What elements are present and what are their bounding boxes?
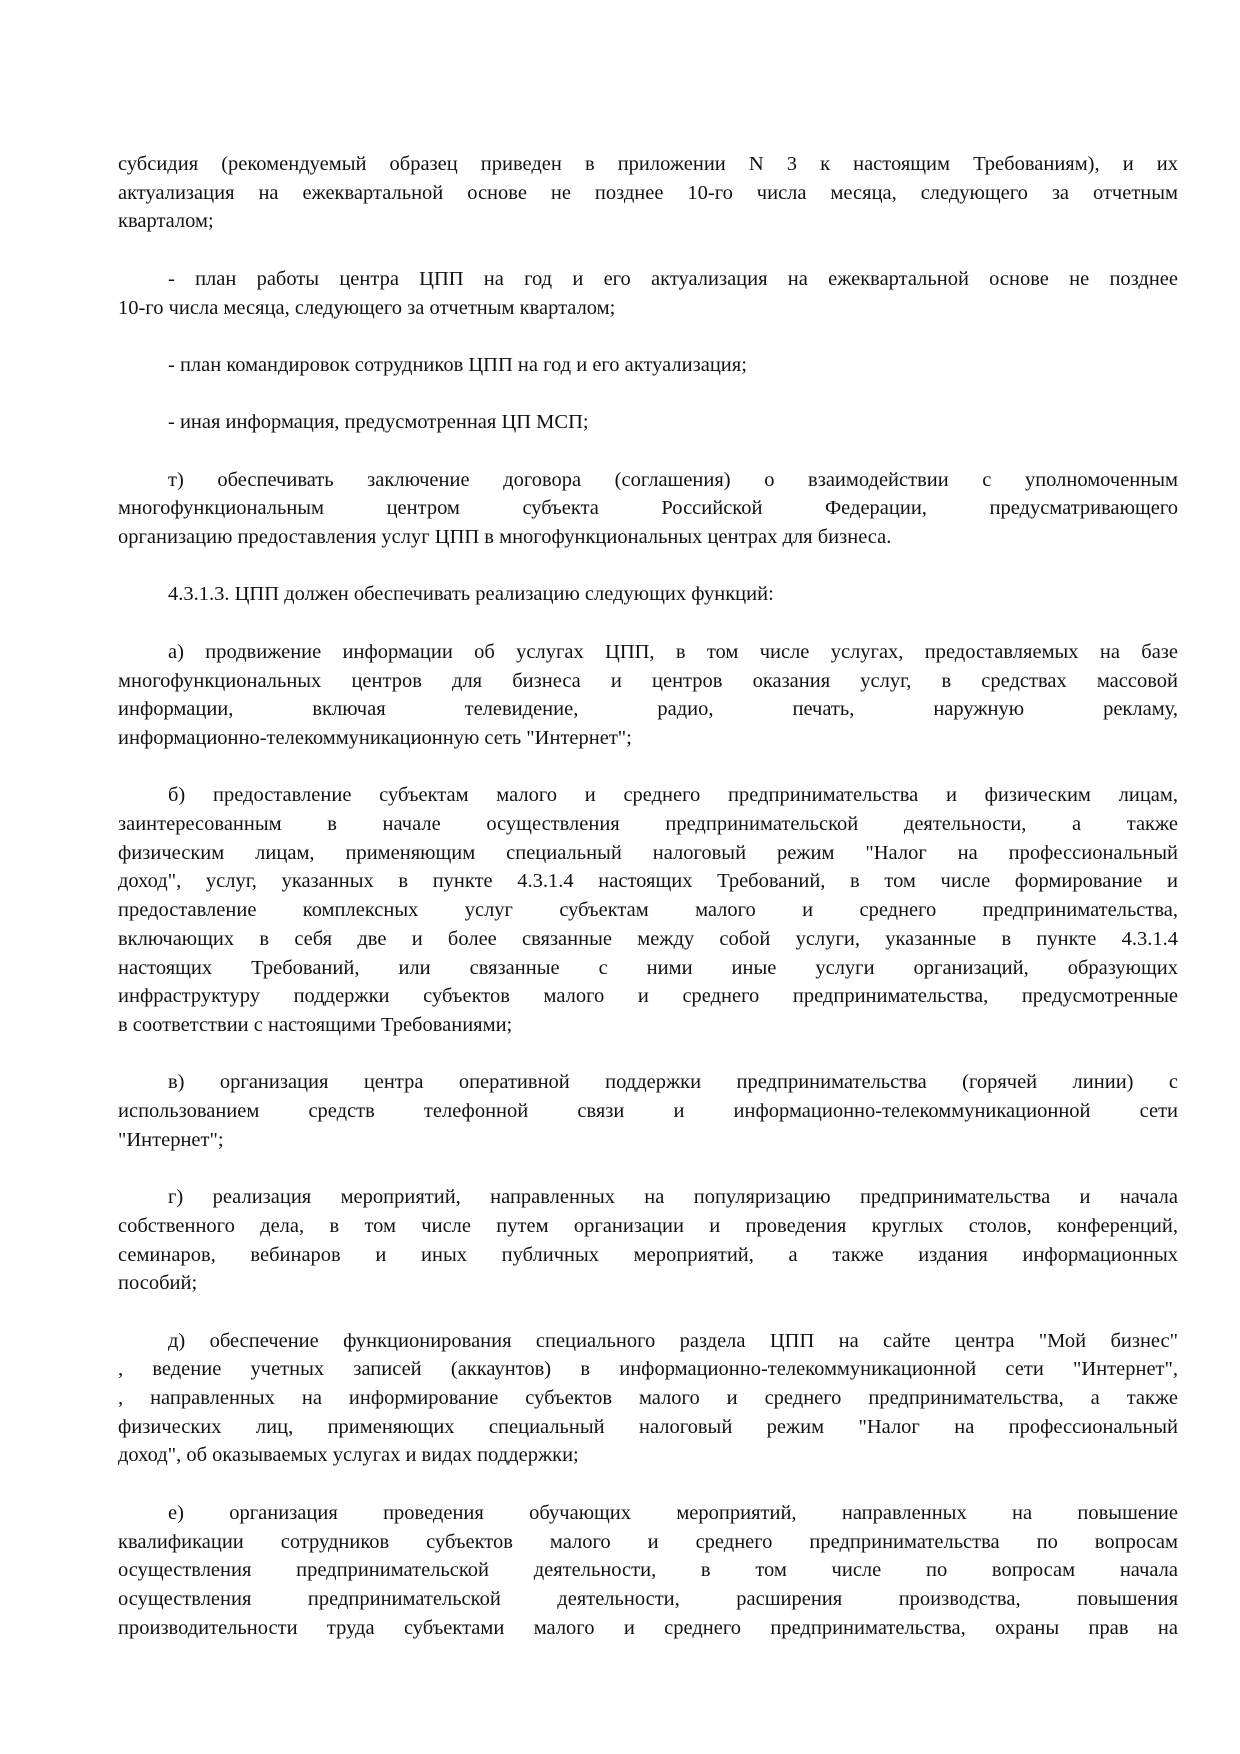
- text-line: 4.3.1.3. ЦПП должен обеспечивать реализацию следующих функций:: [168, 583, 774, 606]
- text-line: г) реализация мероприятий, направленных на популяризацию предпринимательства и начала: [168, 1186, 1178, 1209]
- text-line: осуществления предпринимательской деятельности, расширения производства, повышения: [118, 1587, 1178, 1610]
- text-line: настоящих Требований, или связанные с ними иные услуги организаций, образующих: [118, 956, 1178, 979]
- text-line: доход", услуг, указанных в пункте 4.3.1.4 настоящих Требований, в том числе формирование и: [118, 870, 1178, 893]
- text-line: - иная информация, предусмотренная ЦП МСП;: [168, 411, 589, 434]
- paragraph: [118, 351, 1178, 380]
- text-line: кварталом;: [118, 210, 214, 233]
- text-line: д) обеспечение функционирования специального раздела ЦПП на сайте центра "Мой бизнес": [168, 1329, 1178, 1352]
- text-line: б) предоставление субъектам малого и среднего предпринимательства и физическим лицам,: [168, 784, 1178, 807]
- text-line: многофункциональным центром субъекта Российской Федерации, предусматривающего: [118, 497, 1178, 520]
- paragraph: [118, 1068, 1178, 1154]
- paragraph: [118, 265, 1178, 322]
- text-line: пособий;: [118, 1272, 198, 1295]
- text-line: , ведение учетных записей (аккаунтов) в информационно-телекоммуникационной сети "Интернет",: [118, 1358, 1178, 1381]
- text-line: физических лиц, применяющих специальный налоговый режим "Налог на профессиональный: [118, 1415, 1178, 1438]
- text-line: е) организация проведения обучающих мероприятий, направленных на повышение: [168, 1501, 1178, 1524]
- text-line: заинтересованным в начале осуществления предпринимательской деятельности, а также: [118, 813, 1178, 836]
- text-line: квалификации сотрудников субъектов малого и среднего предпринимательства по вопросам: [118, 1530, 1178, 1553]
- paragraph: [118, 466, 1178, 552]
- paragraph: [118, 1183, 1178, 1298]
- text-line: - план работы центра ЦПП на год и его актуализация на ежеквартальной основе не позднее: [168, 267, 1178, 290]
- document-page: [118, 150, 1178, 1671]
- text-line: в соответствии с настоящими Требованиями;: [118, 1013, 513, 1036]
- text-line: информационно-телекоммуникационную сеть "Интернет";: [118, 726, 632, 749]
- text-line: , направленных на информирование субъектов малого и среднего предпринимательства, а также: [118, 1387, 1178, 1410]
- text-line: в) организация центра оперативной поддержки предпринимательства (горячей линии) с: [168, 1071, 1178, 1094]
- text-line: организацию предоставления услуг ЦПП в многофункциональных центрах для бизнеса.: [118, 526, 892, 549]
- paragraph: [118, 408, 1178, 437]
- text-line: 10-го числа месяца, следующего за отчетным кварталом;: [118, 296, 616, 319]
- text-line: собственного дела, в том числе путем организации и проведения круглых столов, конференций,: [118, 1214, 1178, 1237]
- paragraph: [118, 580, 1178, 609]
- text-line: предоставление комплексных услуг субъектам малого и среднего предпринимательства,: [118, 899, 1178, 922]
- text-line: доход", об оказываемых услугах и видах поддержки;: [118, 1444, 579, 1467]
- text-line: производительности труда субъектами малого и среднего предпринимательства, охраны прав на: [118, 1616, 1178, 1639]
- text-line: субсидия (рекомендуемый образец приведен в приложении N 3 к настоящим Требованиям), и их: [118, 153, 1178, 175]
- paragraph: [118, 781, 1178, 1039]
- text-line: инфраструктуру поддержки субъектов малого и среднего предпринимательства, предусмотренные: [118, 985, 1178, 1008]
- paragraph: [118, 1327, 1178, 1471]
- paragraph: [118, 150, 1178, 236]
- text-line: т) обеспечивать заключение договора (соглашения) о взаимодействии с уполномоченным: [168, 468, 1178, 491]
- text-line: - план командировок сотрудников ЦПП на год и его актуализация;: [168, 353, 747, 376]
- paragraph: [118, 638, 1178, 753]
- paragraph: [118, 1499, 1178, 1643]
- text-line: "Интернет";: [118, 1128, 224, 1151]
- text-line: физическим лицам, применяющим специальный налоговый режим "Налог на профессиональный: [118, 841, 1178, 864]
- text-line: осуществления предпринимательской деятельности, в том числе по вопросам начала: [118, 1559, 1178, 1582]
- text-line: семинаров, вебинаров и иных публичных мероприятий, а также издания информационных: [118, 1243, 1178, 1266]
- text-line: включающих в себя две и более связанные между собой услуги, указанные в пункте 4.3.1.4: [118, 927, 1178, 950]
- text-line: информации, включая телевидение, радио, печать, наружную рекламу,: [118, 698, 1178, 721]
- text-line: а) продвижение информации об услугах ЦПП, в том числе услугах, предоставляемых на базе: [168, 640, 1178, 663]
- text-line: актуализация на ежеквартальной основе не позднее 10-го числа месяца, следующего за отчетным: [118, 181, 1178, 204]
- text-line: многофункциональных центров для бизнеса и центров оказания услуг, в средствах массовой: [118, 669, 1178, 692]
- text-line: использованием средств телефонной связи и информационно-телекоммуникационной сети: [118, 1100, 1178, 1123]
